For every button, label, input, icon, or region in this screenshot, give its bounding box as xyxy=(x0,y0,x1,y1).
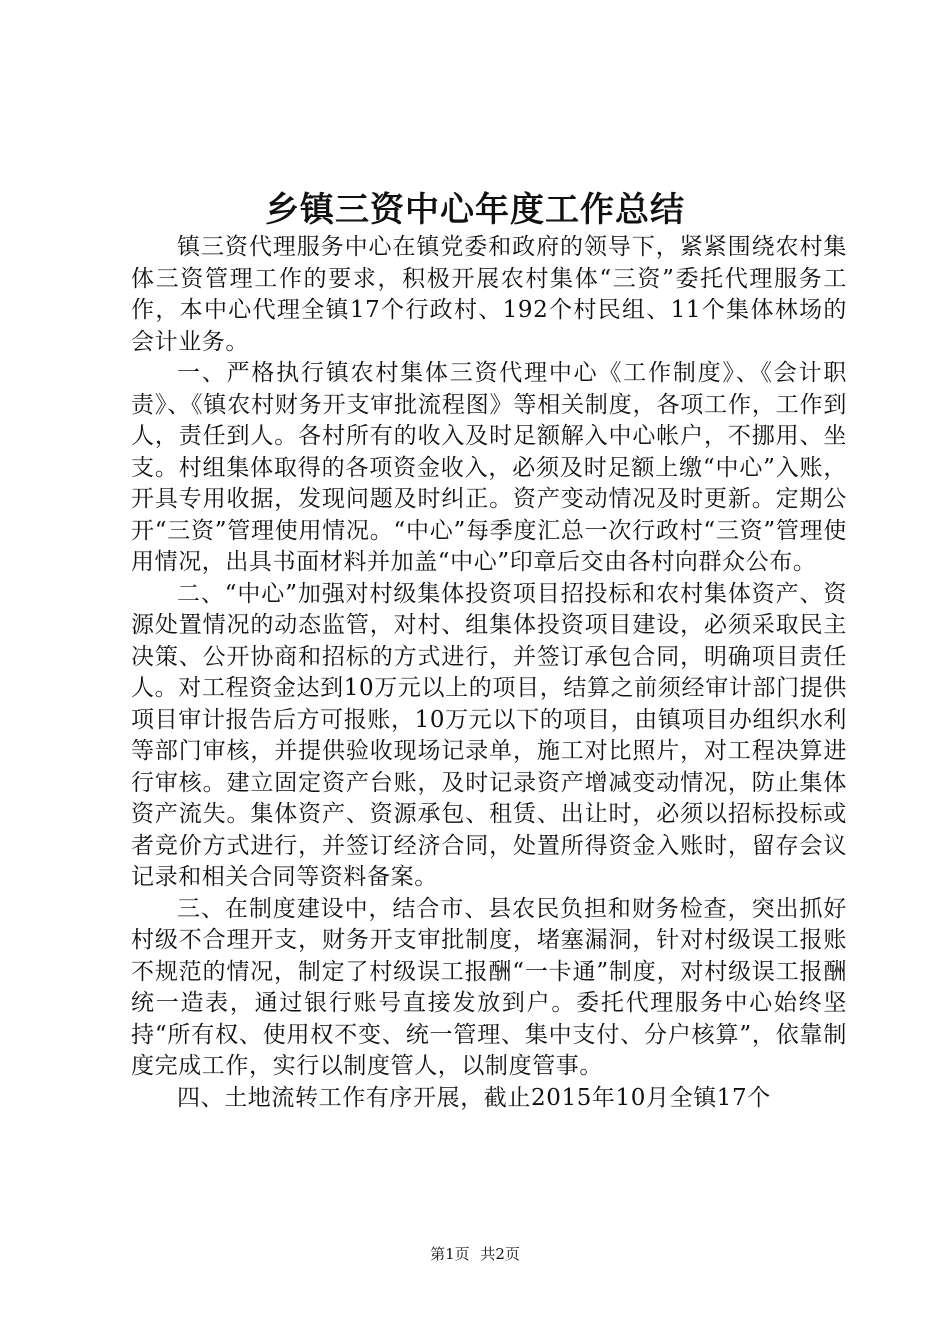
page-footer xyxy=(0,1244,950,1264)
document-body xyxy=(131,232,847,1114)
section-4-paragraph: 四、土地流转工作有序开展，截止2015年10月全镇17个 xyxy=(177,1084,771,1111)
document-title: 乡镇三资中心年度工作总结 xyxy=(265,190,685,230)
section-2-paragraph: 二、“中心”加强对村级集体投资项目招投标和农村集体资产、资源处置情况的动态监管，对村、组集体投资项目建设，必须采取民主决策、公开协商和招标的方式进行，并签订承包合同，明确项目责任人。对工程资金达到10万元以上的项目，结算之前须经审计部门提供项目审计报告后方可报账，10万元以下的项目，由镇项目办组织水利等部门审核，并提供验收现场记录单，施工对比照片，对工程决算进行审核。建立固定资产台账，及时记录资产增减变动情况，防止集体资产流失。集体资产、资源承包、租赁、出让时，必须以招标投标或者竞价方式进行，并签订经济合同，处置所得资金入账时，留存会议记录和相关合同等资料备案。 xyxy=(131,580,847,890)
page-total: 共2页 xyxy=(480,1245,520,1263)
intro-paragraph: 镇三资代理服务中心在镇党委和政府的领导下，紧紧围绕农村集体三资管理工作的要求，积极开展农村集体“三资”委托代理服务工作，本中心代理全镇17个行政村、192个村民组、11个集体林场的会计业务。 xyxy=(131,234,847,355)
section-3-paragraph: 三、在制度建设中，结合市、县农民负担和财务检查，突出抓好村级不合理开支，财务开支审批制度，堵塞漏洞，针对村级误工报账不规范的情况，制定了村级误工报酬“一卡通”制度，对村级误工报酬统一造表，通过银行账号直接发放到户。委托代理服务中心始终坚持“所有权、使用权不变、统一管理、集中支付、分户核算”，依靠制度完成工作，实行以制度管人，以制度管事。 xyxy=(131,895,847,1079)
section-1-paragraph: 一、严格执行镇农村集体三资代理中心《工作制度》、《会计职责》、《镇农村财务开支审批流程图》等相关制度，各项工作，工作到人，责任到人。各村所有的收入及时足额解入中心帐户，不挪用、坐支。村组集体取得的各项资金收入，必须及时足额上缴“中心”入账，开具专用收据，发现问题及时纠正。资产变动情况及时更新。定期公开“三资”管理使用情况。“中心”每季度汇总一次行政村“三资”管理使用情况，出具书面材料并加盖“中心”印章后交由各村向群众公布。 xyxy=(131,360,847,575)
page-number: 第1页 xyxy=(430,1245,470,1263)
